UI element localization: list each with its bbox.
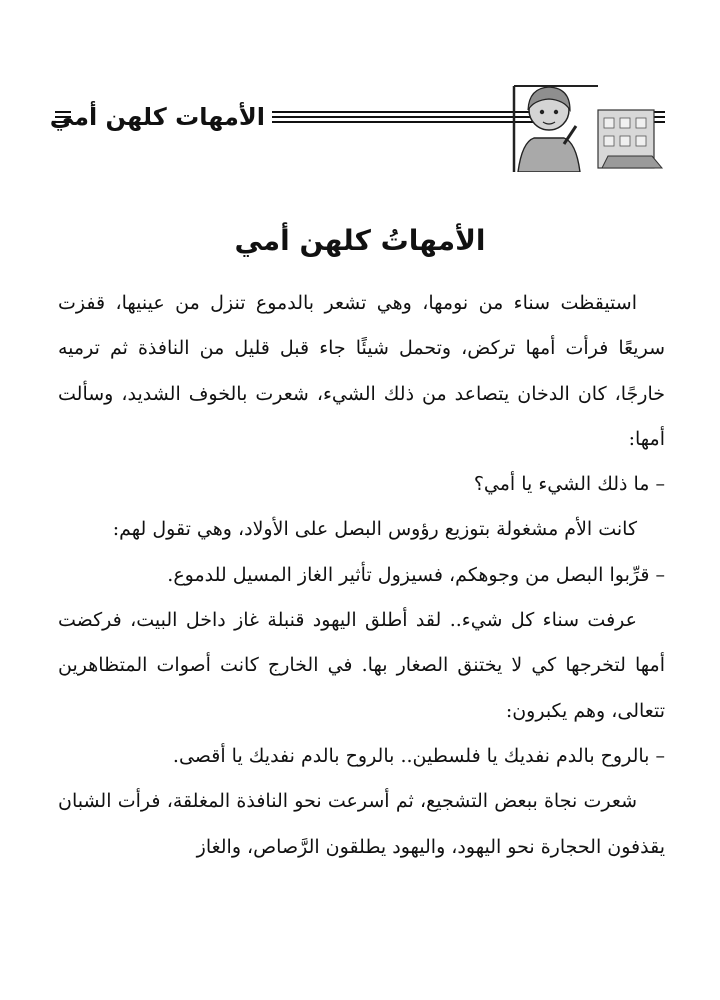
paragraph: – بالروح بالدم نفديك يا فلسطين.. بالروح بالدم نفديك يا أقصى.: [172, 744, 665, 767]
running-title: الأمهات كلهن أمي: [49, 103, 265, 131]
page-title: الأمهاتُ كلهن أمي: [234, 224, 486, 257]
header-ornament-middle: [272, 111, 544, 125]
running-header: [49, 80, 665, 172]
paragraph: استيقظت سناء من نومها، وهي تشعر بالدموع تنزل من عينيها، قفزت سريعًا فرأت أمها تركض، وتحمل شيئًا جاء قبل قليل من النافذة ثم ترميه خارجًا، كان الدخان يتصاعد من ذلك الشيء، شعرت بالخوف الشديد، وسألت أمها:: [58, 292, 665, 450]
paragraph: شعرت نجاة ببعض التشجيع، ثم أسرعت نحو النافذة المغلقة، فرأت الشبان يقذفون الحجارة نحو اليهود، واليهود يطلقون الرَّصاص، والغاز: [58, 790, 665, 858]
girl-at-window-illustration-icon: [512, 80, 667, 172]
paragraph: كانت الأم مشغولة بتوزيع رؤوس البصل على الأولاد، وهي تقول لهم:: [112, 518, 637, 541]
paragraph: عرفت سناء كل شيء.. لقد أطلق اليهود قنبلة غاز داخل البيت، فركضت أمها لتخرجها كي لا يختنق الصغار بها. في الخارج كانت أصوات المتظاهرين تتعالى، وهم يكبرون:: [58, 609, 665, 722]
paragraph: – قرِّبوا البصل من وجوهكم، فسيزول تأثير الغاز المسيل للدموع.: [167, 563, 665, 586]
story-body: [58, 281, 665, 870]
paragraph: – ما ذلك الشيء يا أمي؟: [473, 473, 665, 496]
